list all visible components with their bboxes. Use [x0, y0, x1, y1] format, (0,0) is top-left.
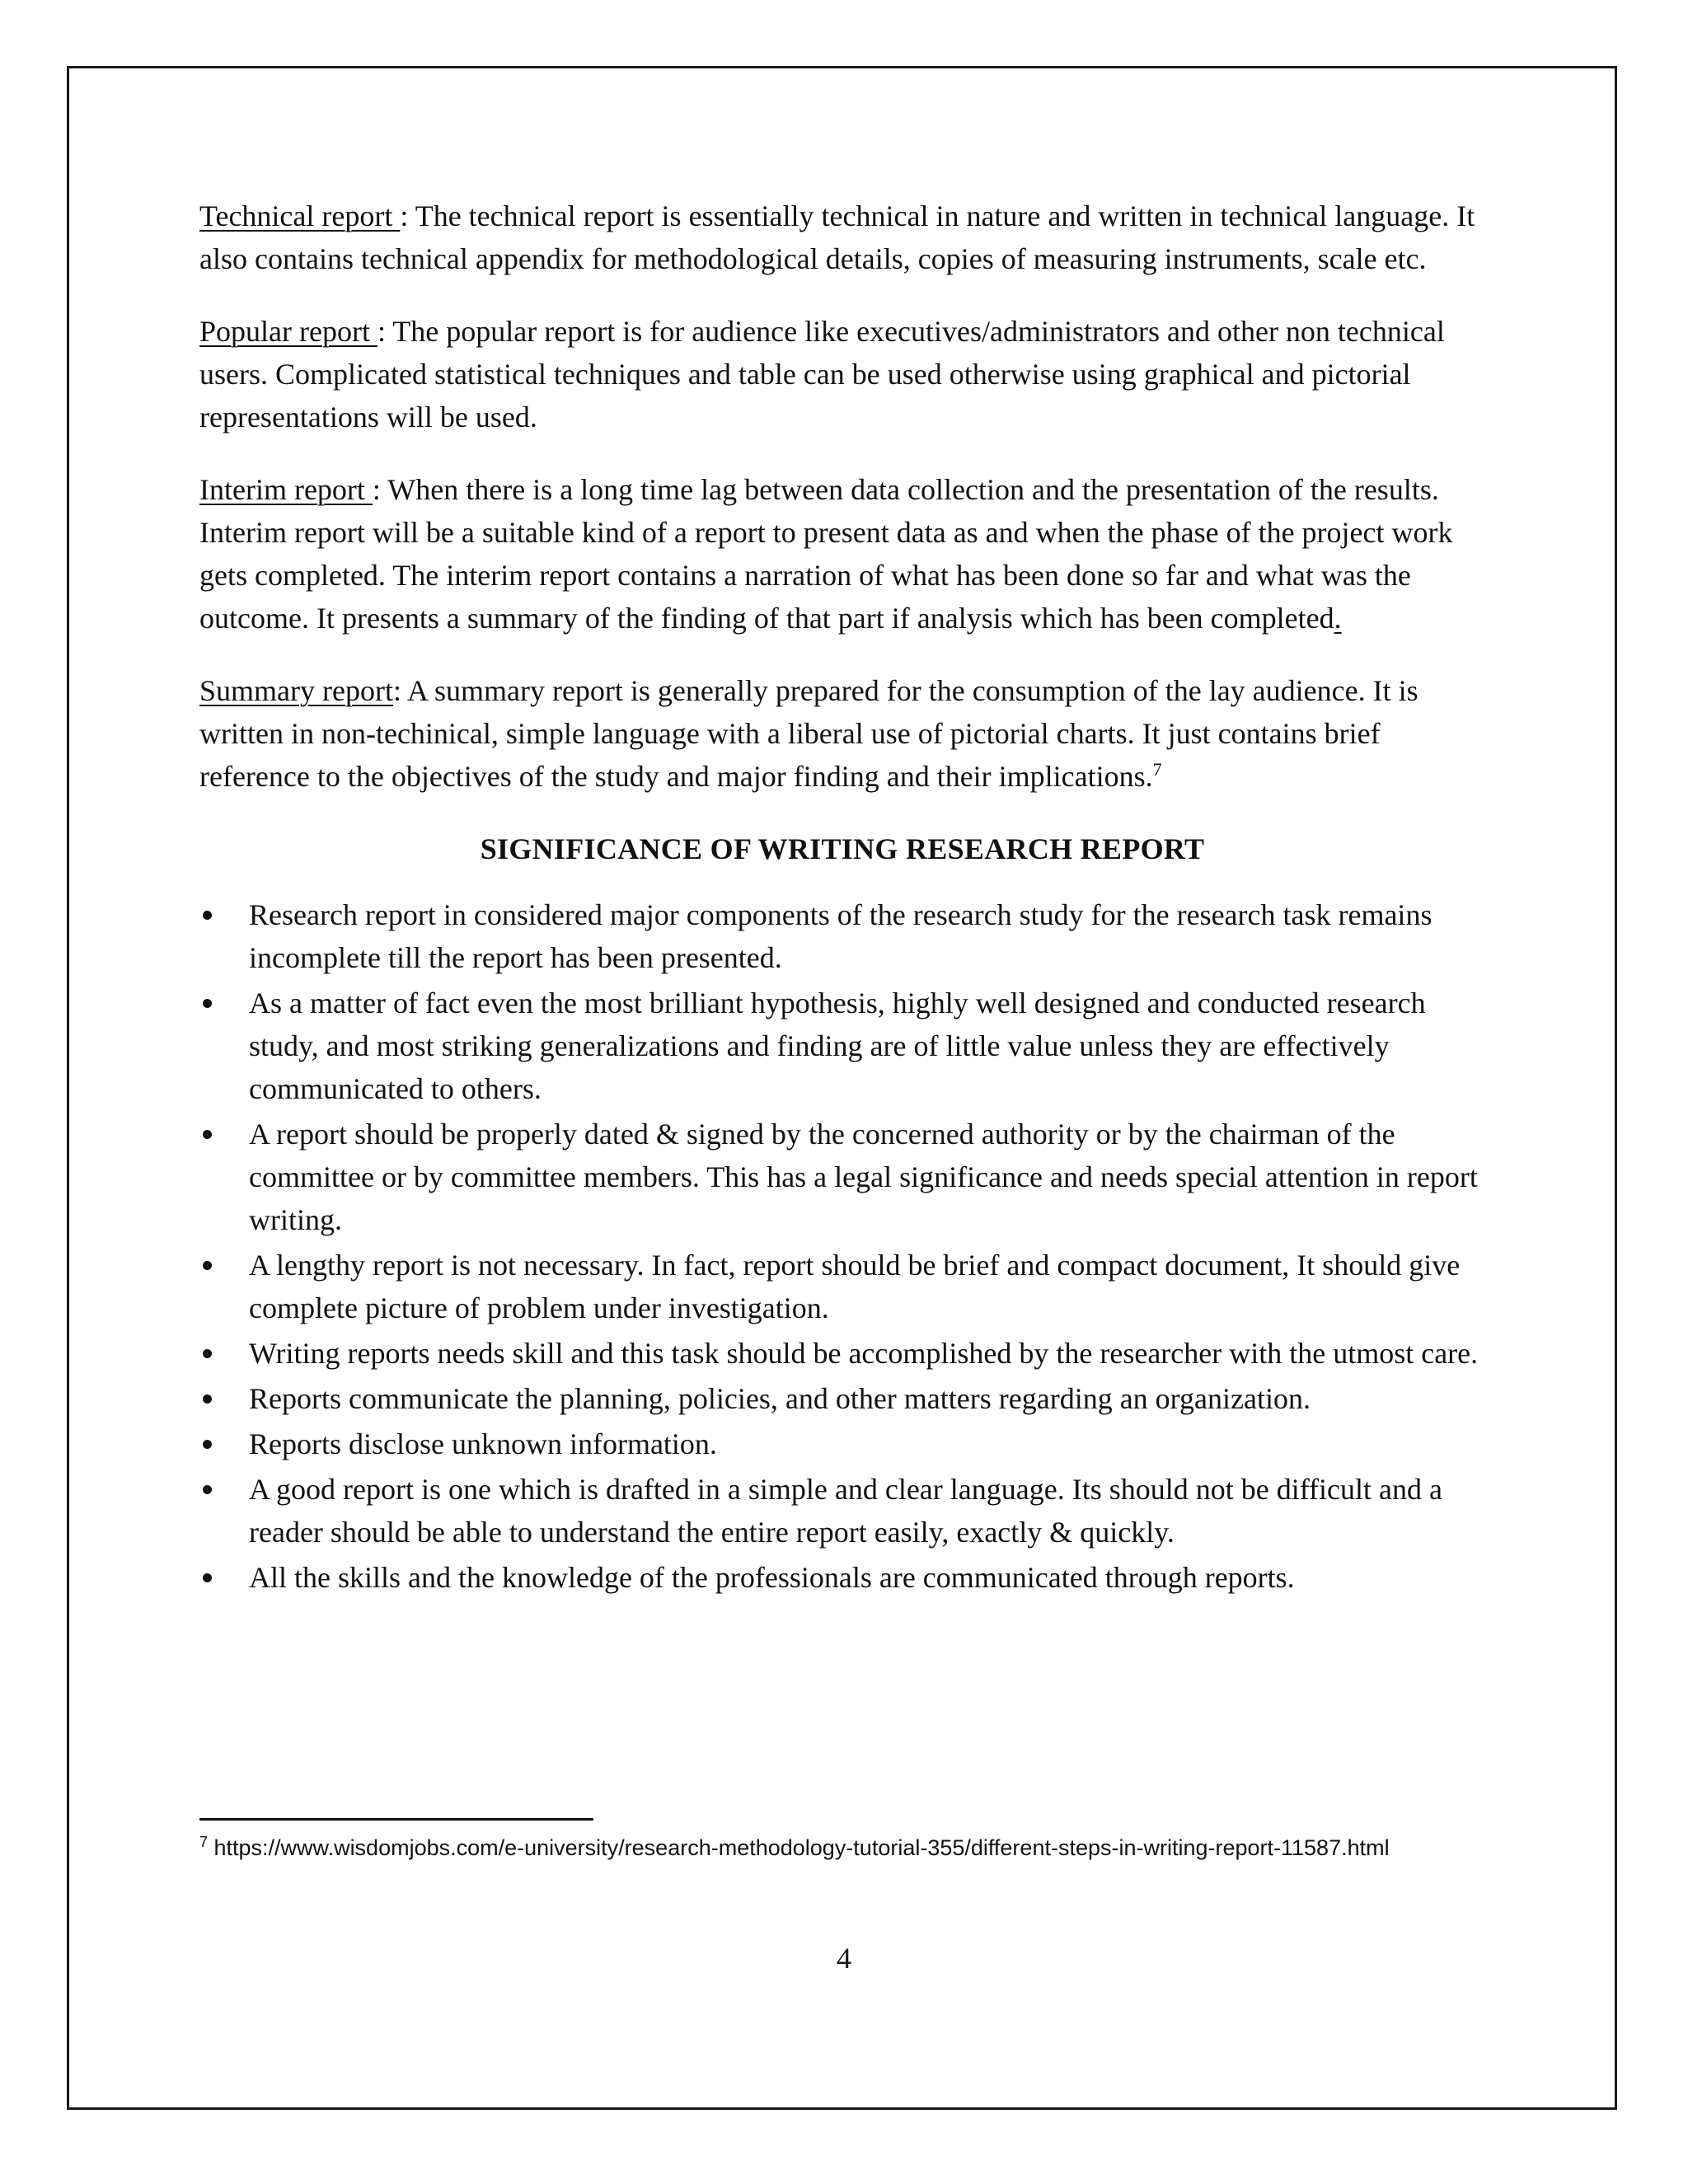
list-item [199, 1244, 1485, 1329]
section-heading: SIGNIFICANCE OF WRITING RESEARCH REPORT [480, 832, 1205, 865]
list-item-text: All the skills and the knowledge of the professionals are communicated through reports. [249, 1561, 1295, 1594]
list-item [199, 1377, 1485, 1420]
bullet-icon [203, 999, 212, 1008]
bullet-icon [203, 1130, 212, 1139]
list-item [199, 1422, 1485, 1465]
list-item [199, 1332, 1485, 1375]
significance-bullet-list [199, 893, 1485, 1599]
list-item-text: Writing reports needs skill and this task should be accomplished by the researcher with the utmost care. [249, 1337, 1479, 1370]
footnote-reference[interactable]: 7 [1152, 759, 1162, 780]
term-technical-report: Technical report [199, 199, 401, 232]
footnote-marker: 7 [199, 1834, 209, 1850]
paragraph-text: : The technical report is essentially technical in nature and written in technical language. It also contains technical appendix for methodological details, copies of measuring instruments, scale etc. [199, 199, 1475, 275]
list-item-text: Reports disclose unknown information. [249, 1427, 717, 1460]
bullet-icon [203, 1440, 212, 1449]
list-item-text: Reports communicate the planning, policies, and other matters regarding an organization. [249, 1382, 1311, 1415]
bullet-icon [203, 1394, 212, 1404]
bullet-icon [203, 1261, 212, 1270]
paragraph-trailing-period: . [1334, 602, 1342, 635]
list-item [199, 1556, 1485, 1599]
list-item-text: A good report is one which is drafted in a simple and clear language. Its should not be difficult and a reader should be able to understand the entire report easily, exactly & quickly. [249, 1473, 1442, 1549]
paragraph-text: : The popular report is for audience like executives/administrators and other non technical users. Complicated statistical techniques and table can be used otherwise using graphical and pictorial representations will be used. [199, 315, 1445, 434]
document-body [199, 194, 1485, 1601]
bullet-icon [203, 1485, 212, 1494]
list-item-text: A lengthy report is not necessary. In fact, report should be brief and compact document, It should give complete picture of problem under investigation. [249, 1249, 1461, 1324]
term-interim-report: Interim report [199, 473, 373, 506]
paragraph-technical-report [199, 194, 1485, 280]
term-popular-report: Popular report [199, 315, 377, 348]
paragraph-text: : When there is a long time lag between data collection and the presentation of the results. Interim report will be a suitable kind of a report to present data as and when the phase of the project work gets completed. The interim report contains a narration of what has been done so far and what was the outcome. It presents a summary of the finding of that part if analysis which has been completed [199, 473, 1453, 635]
list-item [199, 1468, 1485, 1554]
bullet-icon [203, 1349, 212, 1358]
list-item-text: Research report in considered major components of the research study for the research task remains incomplete till the report has been presented. [249, 898, 1432, 974]
term-summary-report: Summary report [199, 674, 393, 707]
list-item [199, 1113, 1485, 1241]
footnote-link[interactable]: https://www.wisdomjobs.com/e-university/research-methodology-tutorial-355/different-steps-in-writing-report-11587.html [208, 1835, 1390, 1860]
footnote-separator [199, 1818, 593, 1821]
list-item [199, 982, 1485, 1110]
paragraph-interim-report [199, 468, 1485, 640]
paragraph-popular-report [199, 310, 1485, 438]
page-number: 4 [837, 1942, 851, 1975]
list-item-text: As a matter of fact even the most brilliant hypothesis, highly well designed and conducted research study, and most striking generalizations and finding are of little value unless they are effectively communicated to others. [249, 987, 1426, 1105]
paragraph-text: : A summary report is generally prepared for the consumption of the lay audience. It is written in non-techinical, simple language with a liberal use of pictorial charts. It just contains brief reference to the objectives of the study and major finding and their implications. [199, 674, 1418, 793]
paragraph-summary-report [199, 669, 1485, 798]
footnote [199, 1831, 1502, 1864]
list-item [199, 893, 1485, 979]
bullet-icon [203, 911, 212, 920]
bullet-icon [203, 1573, 212, 1582]
list-item-text: A report should be properly dated & signed by the concerned authority or by the chairman of the committee or by committee members. This has a legal significance and needs special attention in report writing. [249, 1118, 1478, 1236]
